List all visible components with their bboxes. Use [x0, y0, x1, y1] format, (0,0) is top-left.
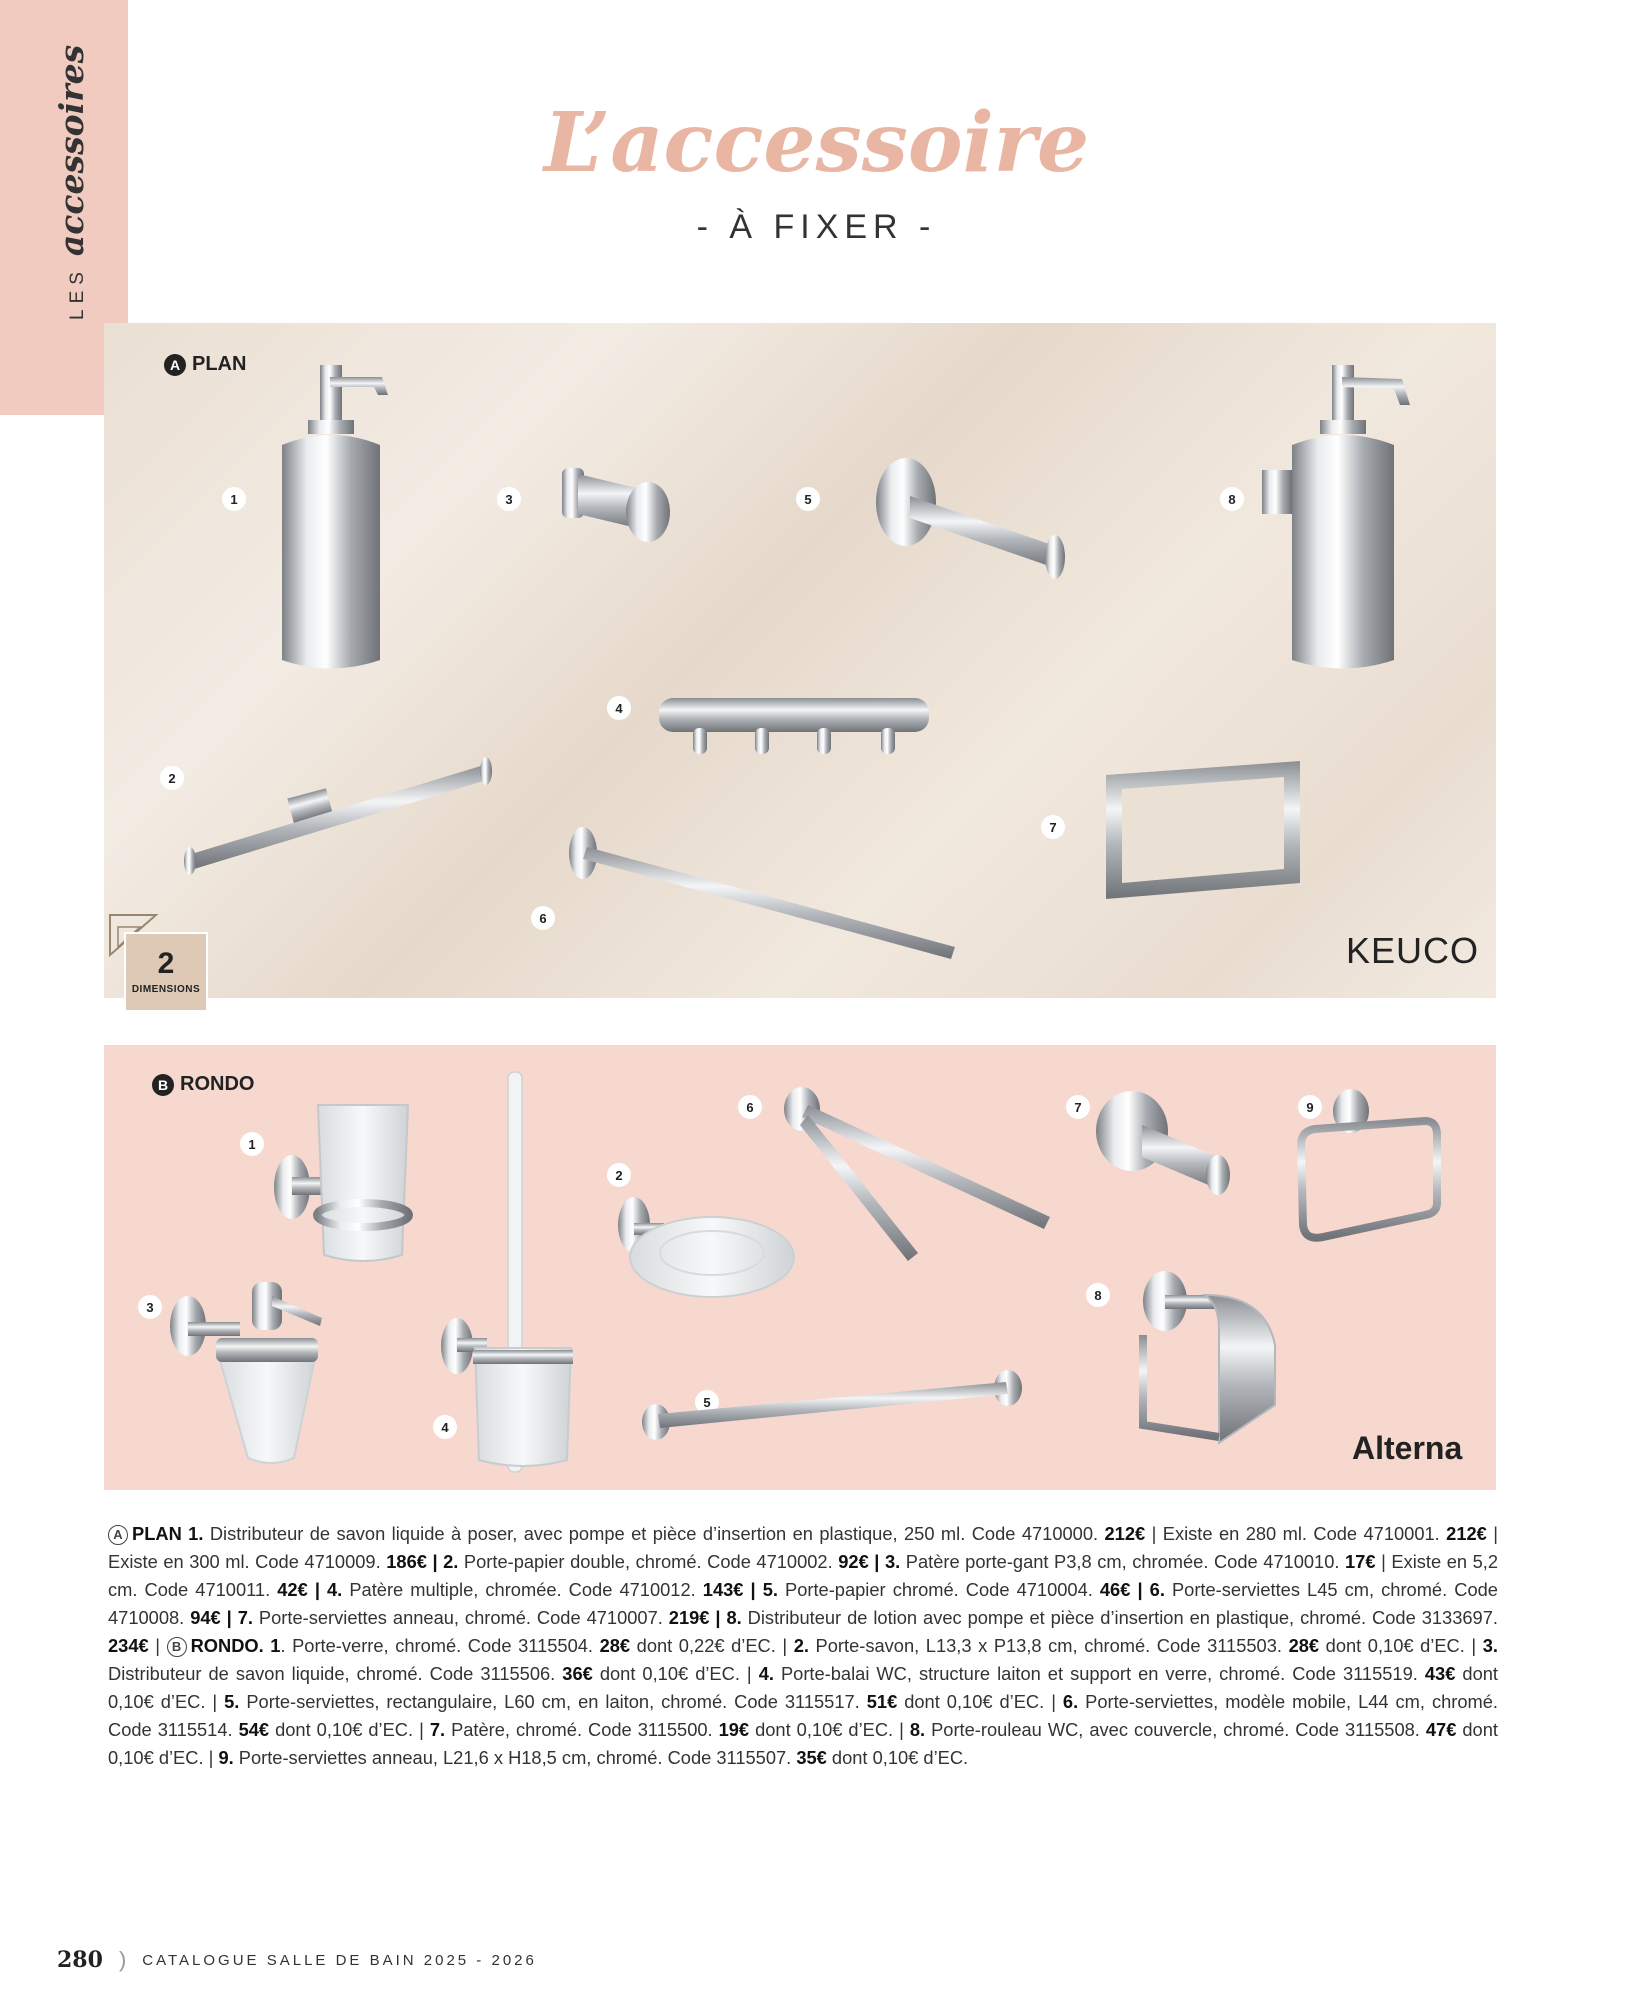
desc-text: Porte-serviettes L45 cm, chromé. Code 4710008. — [108, 1579, 1498, 1628]
desc-text: Patère multiple, chromée. Code 4710012. — [342, 1579, 703, 1600]
desc-item-num: 4. — [758, 1663, 774, 1684]
item-number: 7 — [1041, 815, 1065, 839]
desc-text: Porte-rouleau WC, avec couvercle, chromé. Code 3115508. — [925, 1719, 1426, 1740]
brand-logo-alterna: Alterna — [1352, 1430, 1463, 1466]
item-number: 8 — [1086, 1283, 1110, 1307]
desc-text: dont 0,10€ d’EC. | — [1319, 1635, 1483, 1656]
desc-text: Distributeur de savon liquide, chromé. Code 3115506. — [108, 1663, 563, 1684]
desc-text: Porte-papier chromé. Code 4710004. — [777, 1579, 1100, 1600]
desc-item-num: | 2. — [426, 1551, 459, 1572]
multi-hook-image — [655, 690, 935, 760]
desc-price: 47€ — [1425, 1719, 1457, 1740]
desc-text: Distributeur de lotion avec pompe et pièce d’insertion en plastique, chromé. Code 3133697. — [741, 1607, 1498, 1628]
desc-price: 36€ — [562, 1663, 593, 1684]
towel-ring-rect-image — [1100, 755, 1310, 905]
desc-price: 54€ — [238, 1719, 270, 1740]
page-title: L’accessoire — [543, 95, 1090, 191]
desc-a-title: PLAN — [132, 1523, 182, 1544]
item-number: 4 — [433, 1415, 457, 1439]
desc-item-num: | 5. — [743, 1579, 778, 1600]
desc-text: dont 0,10€ d’EC. | — [108, 1663, 1498, 1712]
dimensions-badge — [124, 932, 208, 1012]
desc-item-num: | 8. — [709, 1607, 742, 1628]
product-description — [108, 1520, 1498, 1772]
brand-logo-keuco: KEUCO — [1346, 930, 1480, 971]
page-footer — [57, 1947, 537, 1973]
paper-holder-image — [870, 450, 1070, 585]
desc-price: 46€ — [1099, 1579, 1131, 1600]
soap-dispenser-image — [270, 365, 400, 675]
item-number: 4 — [607, 696, 631, 720]
desc-price: 212€ — [1104, 1523, 1146, 1544]
desc-price: 19€ — [718, 1719, 750, 1740]
item-number: 1 — [222, 487, 246, 511]
desc-item-num: | 3. — [868, 1551, 901, 1572]
desc-b-title: RONDO — [190, 1635, 259, 1656]
towel-bar-image — [638, 1370, 1028, 1450]
desc-text: | — [148, 1635, 167, 1656]
side-label-accessoires: accessoires — [52, 44, 91, 257]
item-number: 3 — [138, 1295, 162, 1319]
desc-text: Porte-serviettes anneau, chromé. Code 4710007. — [252, 1607, 669, 1628]
robe-hook-image — [1090, 1085, 1235, 1205]
desc-price: 35€ — [796, 1747, 827, 1768]
item-number: 6 — [531, 906, 555, 930]
desc-price: 212€ — [1446, 1523, 1487, 1544]
desc-text: dont 0,22€ d’EC. | — [630, 1635, 794, 1656]
desc-item-num: 6. — [1062, 1691, 1079, 1712]
desc-price: 51€ — [866, 1691, 898, 1712]
desc-item-num: . 1 — [258, 1635, 281, 1656]
desc-price: 28€ — [599, 1635, 631, 1656]
desc-b-badge: B — [167, 1637, 187, 1657]
desc-price: 234€ — [108, 1635, 149, 1656]
desc-text: Patère, chromé. Code 3115500. — [445, 1719, 719, 1740]
desc-price: 143€ — [702, 1579, 744, 1600]
item-number: 7 — [1066, 1095, 1090, 1119]
side-label-les: LES — [67, 266, 88, 320]
double-paper-holder-image — [180, 755, 500, 880]
section-a-badge: A — [164, 354, 186, 376]
desc-item-num: 3. — [1482, 1635, 1498, 1656]
desc-item-num: 7. — [429, 1719, 446, 1740]
item-number: 1 — [240, 1132, 264, 1156]
desc-price: 219€ — [668, 1607, 710, 1628]
desc-price: 43€ — [1424, 1663, 1456, 1684]
lotion-dispenser-image — [1260, 365, 1430, 675]
desc-item-num: | 4. — [307, 1579, 343, 1600]
item-number: 6 — [738, 1095, 762, 1119]
desc-item-num: | 7. — [220, 1607, 253, 1628]
dimensions-count: 2 — [157, 947, 175, 980]
desc-item-num: 5. — [224, 1691, 240, 1712]
section-a-label — [164, 353, 246, 376]
desc-a-badge: A — [108, 1525, 128, 1545]
swivel-towel-rail-image — [778, 1085, 1058, 1265]
desc-text: Porte-papier double, chromé. Code 4710002. — [458, 1551, 839, 1572]
desc-price: 17€ — [1345, 1551, 1376, 1572]
desc-price: 42€ — [277, 1579, 308, 1600]
dimensions-label: DIMENSIONS — [131, 984, 201, 995]
section-b-label — [152, 1073, 254, 1096]
glass-holder-image — [268, 1095, 418, 1270]
desc-text: | Existe en 300 ml. Code 4710009. — [108, 1523, 1499, 1572]
desc-text: Porte-serviettes anneau, L21,6 x H18,5 cm, chromé. Code 3115507. — [233, 1747, 797, 1768]
section-b-title: RONDO — [180, 1073, 255, 1095]
desc-price: 92€ — [838, 1551, 869, 1572]
desc-item-num: | 6. — [1130, 1579, 1165, 1600]
desc-text: dont 0,10€ d’EC. | — [592, 1663, 759, 1684]
item-number: 5 — [796, 487, 820, 511]
section-a-title: PLAN — [192, 353, 247, 375]
section-b-badge: B — [152, 1074, 174, 1096]
desc-text: | Existe en 5,2 cm. Code 4710011. — [108, 1551, 1498, 1600]
desc-text: Patère porte-gant P3,8 cm, chromée. Code 4710010. — [900, 1551, 1346, 1572]
desc-item-num: 1. — [181, 1523, 204, 1544]
desc-text: Porte-serviettes, modèle mobile, L44 cm, chromé. Code 3115514. — [108, 1691, 1499, 1740]
desc-text: dont 0,10€ d’EC. | — [897, 1691, 1063, 1712]
page-number: 280 — [57, 1947, 103, 1973]
desc-text: Distributeur de savon liquide à poser, avec pompe et pièce d’insertion en plastique, 250 ml. Code 4710000. — [203, 1523, 1105, 1544]
page-subtitle: - À FIXER - — [696, 208, 937, 246]
soap-dish-image — [612, 1195, 797, 1305]
towel-rail-image — [565, 825, 965, 965]
lotion-dispenser-rondo-image — [162, 1282, 332, 1467]
desc-text: Porte-balai WC, structure laiton et support en verre, chromé. Code 3115519. — [773, 1663, 1425, 1684]
desc-price: 186€ — [386, 1551, 427, 1572]
catalogue-name: CATALOGUE SALLE DE BAIN 2025 - 2026 — [142, 1951, 537, 1969]
toilet-brush-holder-image — [435, 1310, 575, 1470]
item-number: 8 — [1220, 487, 1244, 511]
desc-item-num: 2. — [793, 1635, 809, 1656]
hook-image — [560, 460, 680, 550]
desc-text: dont 0,10€ d’EC. | — [108, 1719, 1498, 1768]
desc-item-num: 9. — [218, 1747, 234, 1768]
desc-text: | Existe en 280 ml. Code 4710001. — [1145, 1523, 1447, 1544]
desc-text: Porte-serviettes, rectangulaire, L60 cm, en laiton, chromé. Code 3115517. — [239, 1691, 867, 1712]
desc-price: 28€ — [1288, 1635, 1320, 1656]
desc-text: Porte-savon, L13,3 x P13,8 cm, chromé. Code 3115503. — [808, 1635, 1289, 1656]
desc-item-num: 8. — [909, 1719, 926, 1740]
item-number: 5 — [695, 1390, 719, 1414]
towel-ring-image — [1295, 1085, 1445, 1250]
desc-text: . Porte-verre, chromé. Code 3115504. — [280, 1635, 600, 1656]
desc-text: dont 0,10€ d’EC. | — [269, 1719, 430, 1740]
desc-text: dont 0,10€ d’EC. | — [749, 1719, 910, 1740]
item-number: 2 — [607, 1163, 631, 1187]
toilet-roll-holder-image — [1135, 1265, 1285, 1455]
desc-text: dont 0,10€ d’EC. — [826, 1747, 969, 1768]
item-number: 9 — [1298, 1095, 1322, 1119]
footer-separator: ) — [118, 1947, 127, 1972]
item-number: 2 — [160, 766, 184, 790]
item-number: 3 — [497, 487, 521, 511]
desc-price: 94€ — [190, 1607, 221, 1628]
